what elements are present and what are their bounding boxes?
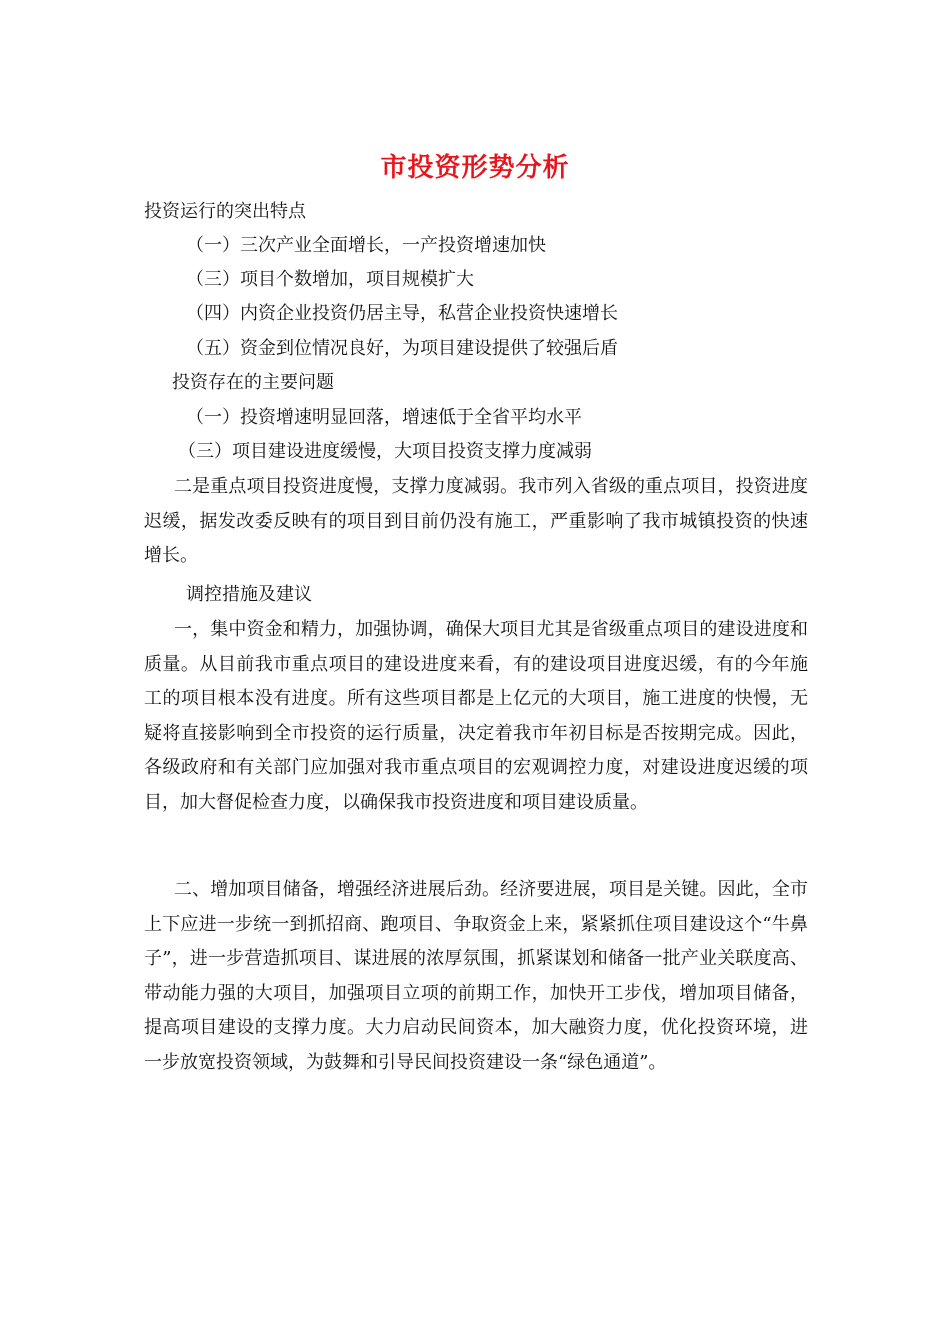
feature-item-3: （三）项目个数增加，项目规模扩大 — [186, 269, 474, 290]
measures-heading: 调控措施及建议 — [186, 584, 312, 605]
measure-paragraph-2: 二、增加项目储备，增强经济进展后劲。经济要进展，项目是关键。因此，全市上下应进一步统一到抓招商、跑项目、争取资金上来，紧紧抓住项目建设这个“牛鼻子”，进一步营造抓项目、谋进展的浓厚氛围，抓紧谋划和储备一批产业关联度高、带动能力强的大项目，加强项目立项的前期工作，加快开工步伐，增加项目储备，提高项目建设的支撑力度。大力启动民间资本，加大融资力度，优化投资环境，进一步放宽投资领域，为鼓舞和引导民间投资建设一条“绿色通道”。 — [144, 879, 808, 1073]
feature-item-1: （一）三次产业全面增长，一产投资增速加快 — [186, 235, 546, 256]
problem-item-3: （三）项目建设进度缓慢，大项目投资支撑力度减弱 — [178, 441, 592, 462]
problems-heading: 投资存在的主要问题 — [172, 372, 334, 393]
measure-paragraph-1: 一，集中资金和精力，加强协调，确保大项目尤其是省级重点项目的建设进度和质量。从目前我市重点项目的建设进度来看，有的建设项目进度迟缓，有的今年施工的项目根本没有进度。所有这些项目都是上亿元的大项目，施工进度的快慢，无疑将直接影响到全市投资的运行质量，决定着我市年初目标是否按期完成。因此，各级政府和有关部门应加强对我市重点项目的宏观调控力度，对建设进度迟缓的项目，加大督促检查力度，以确保我市投资进度和项目建设质量。 — [144, 619, 808, 813]
document-title: 市投资形势分析 — [380, 153, 570, 183]
feature-item-4: （四）内资企业投资仍居主导，私营企业投资快速增长 — [186, 303, 618, 324]
problem-item-1: （一）投资增速明显回落，增速低于全省平均水平 — [186, 407, 582, 428]
feature-item-5: （五）资金到位情况良好，为项目建设提供了较强后盾 — [186, 338, 618, 359]
problem-detail-paragraph: 二是重点项目投资进度慢，支撑力度减弱。我市列入省级的重点项目，投资进度迟缓，据发改委反映有的项目到目前仍没有施工，严重影响了我市城镇投资的快速增长。 — [144, 476, 808, 567]
features-heading: 投资运行的突出特点 — [144, 201, 306, 222]
